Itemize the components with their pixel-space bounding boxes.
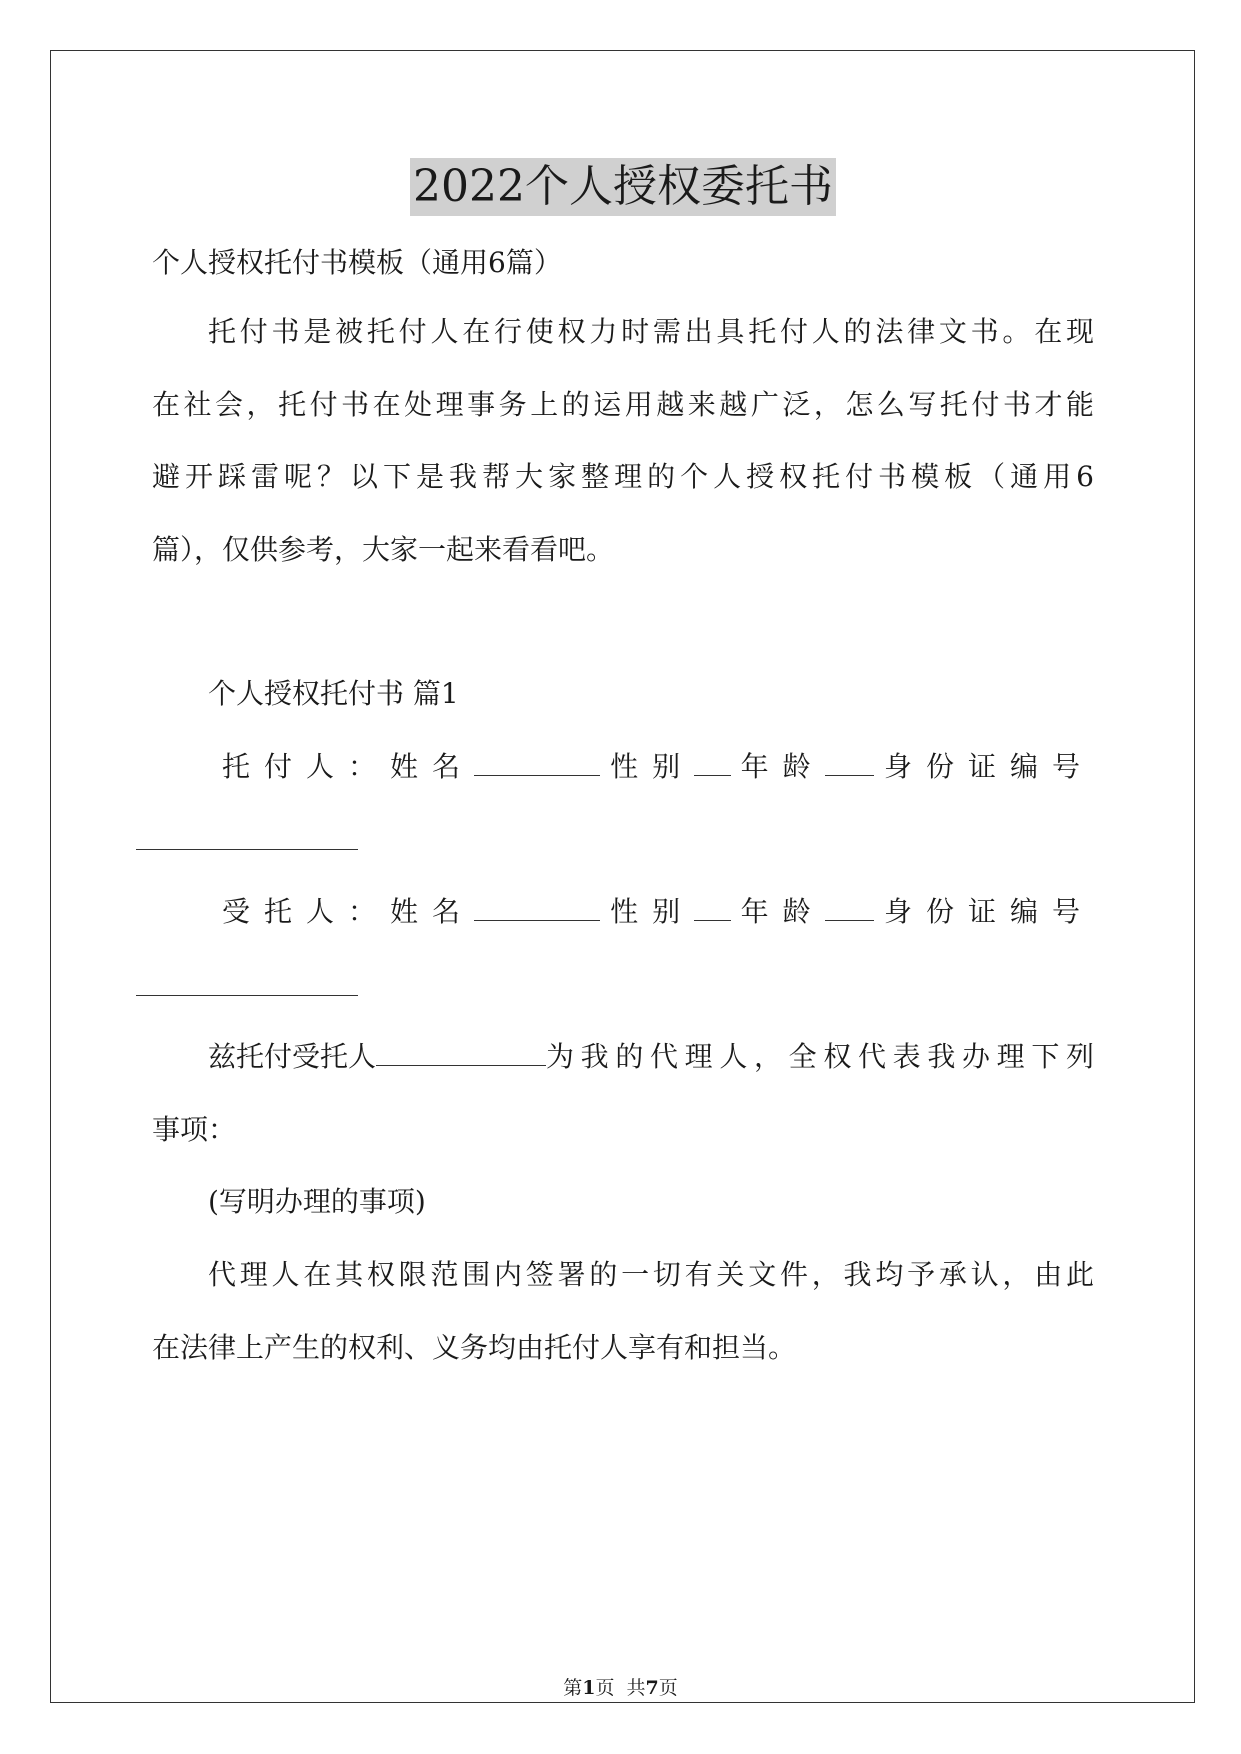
page-border	[50, 50, 1195, 1703]
appoint-line	[208, 1037, 1094, 1077]
principal-name-blank[interactable]	[474, 749, 600, 776]
appoint-post: 为我的代理人，全权代表我办理下列	[546, 1040, 1094, 1073]
clause-line-2: 在法律上产生的权利、义务均由托付人享有和担当。	[152, 1331, 797, 1364]
agent-row	[222, 892, 1094, 932]
footer-page-mid: 页 共	[595, 1677, 646, 1699]
principal-role: 托付人：	[222, 750, 391, 783]
principal-gender-blank[interactable]	[694, 749, 731, 776]
appointee-blank[interactable]	[376, 1039, 546, 1066]
matters-label: 事项：	[152, 1113, 237, 1146]
agent-id-label: 身份证编号	[883, 895, 1094, 928]
agent-gender-label: 性别	[610, 895, 695, 928]
principal-id-blank[interactable]	[136, 849, 358, 850]
principal-gender-label: 性别	[610, 750, 695, 783]
intro-line-4: 篇），仅供参考，大家一起来看看吧。	[152, 533, 615, 566]
footer-page-total: 7	[645, 1677, 659, 1699]
agent-age-label: 年龄	[740, 895, 825, 928]
footer-page-prefix: 第	[563, 1677, 583, 1699]
principal-name-label: 姓名	[390, 750, 475, 783]
footer-page-number: 1	[582, 1677, 596, 1699]
agent-age-blank[interactable]	[825, 894, 874, 921]
appoint-pre: 兹托付受托人	[208, 1040, 377, 1073]
clause-line-1: 代理人在其权限范围内签署的一切有关文件，我均予承认，由此	[208, 1258, 1094, 1291]
agent-name-blank[interactable]	[474, 894, 600, 921]
principal-id-label: 身份证编号	[883, 750, 1094, 783]
intro-line-3: 避开踩雷呢？以下是我帮大家整理的个人授权托付书模板（通用6	[152, 460, 1094, 493]
agent-gender-blank[interactable]	[694, 894, 731, 921]
agent-name-label: 姓名	[390, 895, 475, 928]
subtitle: 个人授权托付书模板（通用6篇）	[152, 246, 562, 279]
matters-note: (写明办理的事项)	[208, 1185, 426, 1218]
footer-page-suffix: 页	[658, 1677, 678, 1699]
agent-id-blank[interactable]	[136, 995, 358, 996]
principal-age-label: 年龄	[740, 750, 825, 783]
agent-role: 受托人：	[222, 895, 391, 928]
intro-line-1: 托付书是被托付人在行使权力时需出具托付人的法律文书。在现	[208, 315, 1094, 348]
section-heading: 个人授权托付书 篇1	[208, 677, 459, 710]
document-title: 2022个人授权委托书	[410, 158, 836, 216]
page-footer	[0, 1675, 1241, 1701]
principal-age-blank[interactable]	[825, 749, 874, 776]
title-wrap	[152, 158, 1094, 216]
intro-line-2: 在社会，托付书在处理事务上的运用越来越广泛，怎么写托付书才能	[152, 388, 1094, 421]
principal-row	[222, 747, 1094, 787]
